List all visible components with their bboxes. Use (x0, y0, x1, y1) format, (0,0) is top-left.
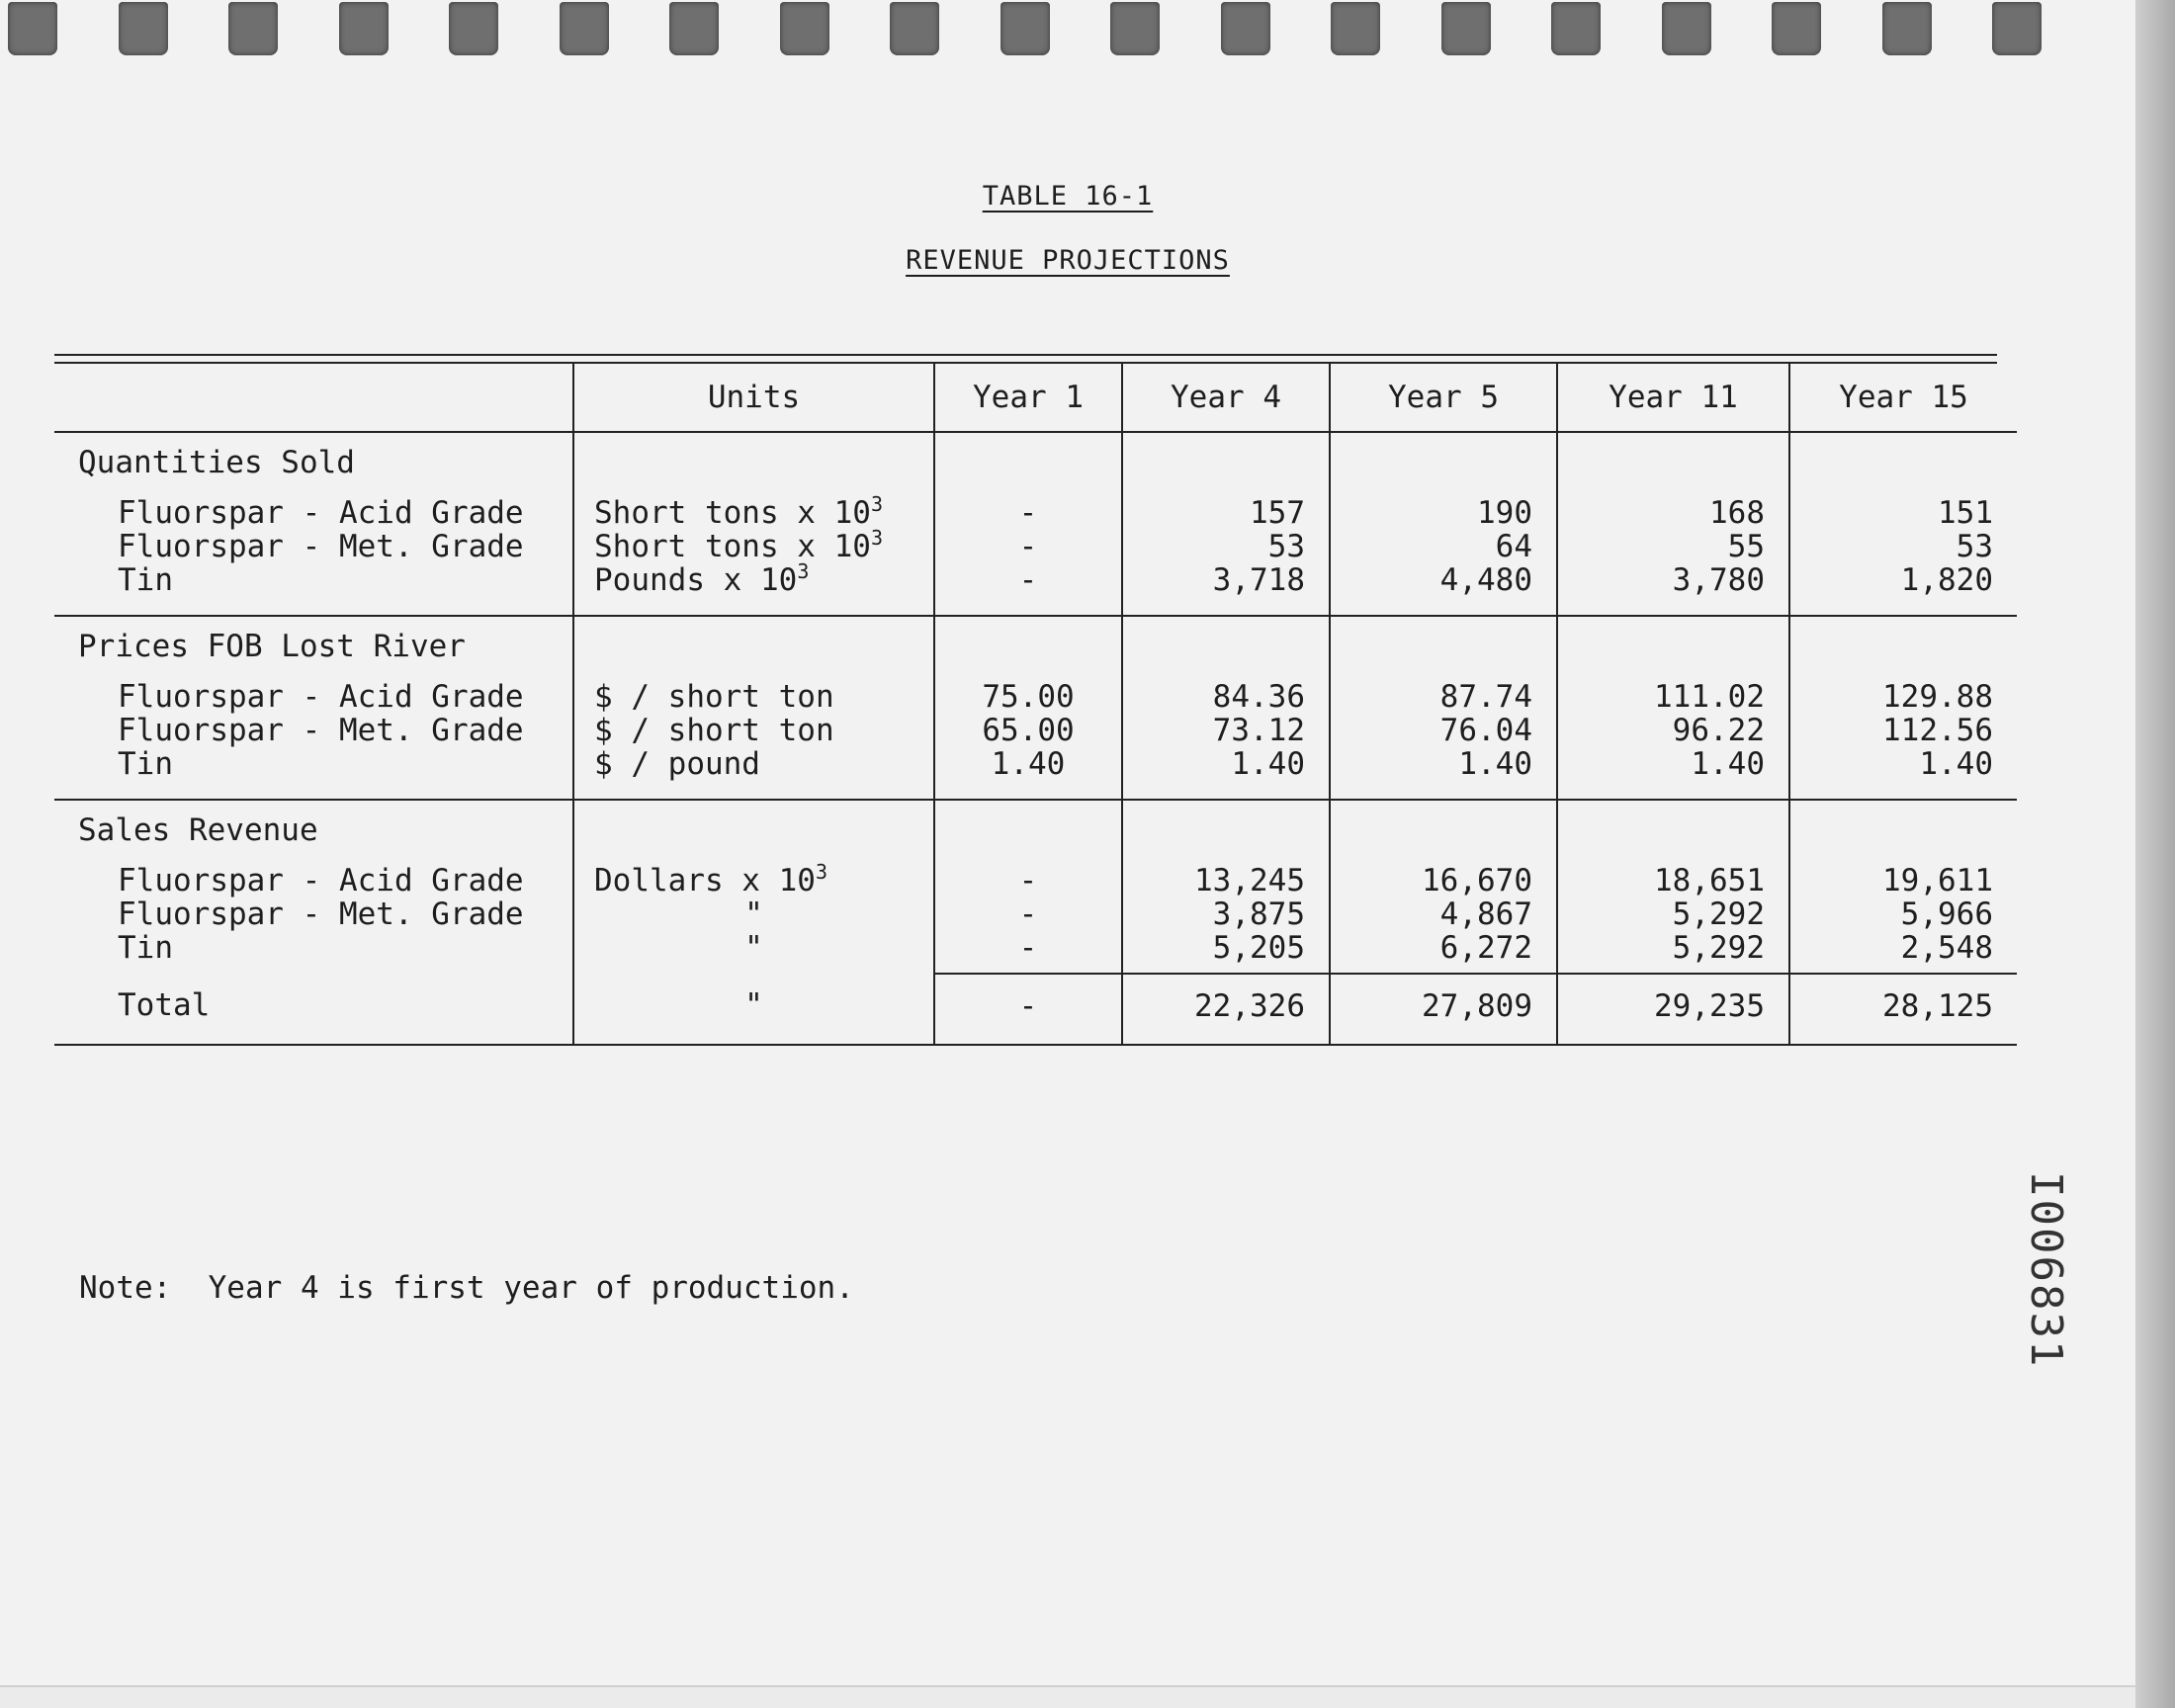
row-unit (574, 931, 933, 965)
row-unit-exponent: 3 (797, 559, 810, 583)
row-value: 13,245 (1194, 863, 1305, 898)
row-value: 5,292 (1672, 930, 1765, 966)
header-year-1: Year 1 (934, 364, 1122, 432)
binding-hole (339, 2, 389, 55)
row-value: 55 (1727, 529, 1765, 564)
row-unit-exponent: 3 (815, 860, 828, 884)
row-value: - (1018, 495, 1038, 531)
row-value: 3,718 (1212, 562, 1305, 598)
section-value-cell (1122, 616, 1330, 800)
binding-hole (1882, 2, 1932, 55)
header-row (54, 364, 2017, 432)
section-value-cell (1789, 800, 2017, 974)
row-unit (574, 492, 933, 531)
total-value: 22,326 (1194, 988, 1305, 1024)
row-value: 1.40 (1919, 746, 1993, 782)
binding-hole (1221, 2, 1270, 55)
binding-hole (119, 2, 168, 55)
row-value: - (1018, 529, 1038, 564)
binding-hole (449, 2, 498, 55)
binding-hole (1772, 2, 1821, 55)
row-value: 5,966 (1900, 897, 1993, 932)
binding-hole (890, 2, 939, 55)
row-label: Fluorspar - Acid Grade (118, 495, 524, 531)
total-year-11 (1557, 974, 1789, 1045)
header-year-4: Year 4 (1122, 364, 1330, 432)
total-label: Total (118, 987, 211, 1023)
section-title: Quantities Sold (78, 445, 355, 480)
binding-hole (1331, 2, 1380, 55)
binding-hole (669, 2, 719, 55)
row-unit-text: $ / short ton (594, 713, 834, 748)
spiral-binding (0, 0, 2135, 69)
section-units-cell (573, 800, 934, 974)
row-value: 5,292 (1672, 897, 1765, 932)
section-units-cell (573, 432, 934, 616)
row-value: 16,670 (1422, 863, 1532, 898)
row-value: 112.56 (1882, 713, 1993, 748)
row-value: 73.12 (1212, 713, 1305, 748)
section-value-cell (1789, 616, 2017, 800)
section-title: Sales Revenue (78, 812, 318, 848)
total-value: - (1018, 988, 1038, 1024)
total-year-5 (1330, 974, 1557, 1045)
footnote: Note: Year 4 is first year of production. (79, 1270, 854, 1306)
header-year-15: Year 15 (1789, 364, 2017, 432)
total-value: 27,809 (1422, 988, 1532, 1024)
section-value-cell (1557, 800, 1789, 974)
binding-hole (8, 2, 57, 55)
row-value: 1,820 (1900, 562, 1993, 598)
row-value: 3,875 (1212, 897, 1305, 932)
row-value: 53 (1267, 529, 1305, 564)
row-unit (574, 747, 933, 781)
total-row (54, 974, 2017, 1045)
section-units-cell (573, 616, 934, 800)
row-value: 75.00 (982, 679, 1075, 715)
header-blank (54, 364, 573, 432)
section-value-cell (934, 800, 1122, 974)
row-value: - (1018, 897, 1038, 932)
binding-hole (1110, 2, 1160, 55)
binding-hole (1000, 2, 1050, 55)
row-unit-exponent: 3 (870, 492, 884, 516)
row-value: 2,548 (1900, 930, 1993, 966)
row-value: 64 (1495, 529, 1532, 564)
row-label: Fluorspar - Met. Grade (118, 897, 524, 932)
row-label: Fluorspar - Met. Grade (118, 713, 524, 748)
row-value: 65.00 (982, 713, 1075, 748)
row-label: Fluorspar - Acid Grade (118, 863, 524, 898)
row-value: 4,480 (1439, 562, 1532, 598)
total-year-4 (1122, 974, 1330, 1045)
row-value: 53 (1956, 529, 1993, 564)
row-label: Tin (118, 930, 173, 966)
table-section (54, 432, 2017, 616)
row-value: 168 (1709, 495, 1765, 531)
table-number-text: TABLE 16-1 (982, 181, 1154, 212)
row-value: 1.40 (1691, 746, 1765, 782)
row-unit-text: $ / pound (594, 746, 760, 782)
total-value: 29,235 (1654, 988, 1765, 1024)
binding-hole (1992, 2, 2042, 55)
table-section (54, 616, 2017, 800)
total-unit: " (744, 987, 763, 1023)
row-unit (574, 897, 933, 931)
row-value: 5,205 (1212, 930, 1305, 966)
row-value: 1.40 (1458, 746, 1532, 782)
section-label-cell (54, 616, 573, 800)
header-year-11: Year 11 (1557, 364, 1789, 432)
total-label-cell (54, 974, 573, 1045)
row-value: - (1018, 863, 1038, 898)
section-value-cell (934, 616, 1122, 800)
section-value-cell (1789, 432, 2017, 616)
binding-hole (560, 2, 609, 55)
row-value: 87.74 (1439, 679, 1532, 715)
section-value-cell (934, 432, 1122, 616)
section-value-cell (1330, 616, 1557, 800)
row-unit-text: $ / short ton (594, 679, 834, 715)
row-unit-text: Short tons x 10 (594, 529, 871, 564)
row-value: 76.04 (1439, 713, 1532, 748)
row-value: 1.40 (991, 746, 1066, 782)
row-unit-text: Short tons x 10 (594, 495, 871, 531)
page-stamp: I006831 (2021, 1171, 2071, 1369)
row-label: Fluorspar - Acid Grade (118, 679, 524, 715)
row-unit-text: Pounds x 10 (594, 562, 798, 598)
header-units: Units (573, 364, 934, 432)
page-edge-shadow (2135, 0, 2175, 1708)
row-unit-exponent: 3 (870, 526, 884, 550)
row-unit-text: " (744, 897, 763, 932)
table-section (54, 800, 2017, 974)
section-value-cell (1557, 616, 1789, 800)
row-value: 96.22 (1672, 713, 1765, 748)
section-value-cell (1122, 800, 1330, 974)
section-label-cell (54, 800, 573, 974)
table-number (0, 181, 2135, 212)
total-year-15 (1789, 974, 2017, 1045)
row-unit (574, 526, 933, 564)
row-value: 151 (1938, 495, 1993, 531)
section-value-cell (1330, 432, 1557, 616)
row-label: Tin (118, 562, 173, 598)
section-value-cell (1330, 800, 1557, 974)
table-title (0, 245, 2135, 276)
section-value-cell (1122, 432, 1330, 616)
section-label-cell (54, 432, 573, 616)
header-year-5: Year 5 (1330, 364, 1557, 432)
revenue-projections-table (54, 364, 2017, 1046)
total-unit-cell (573, 974, 934, 1045)
row-value: 6,272 (1439, 930, 1532, 966)
row-unit (574, 559, 933, 598)
row-value: 111.02 (1654, 679, 1765, 715)
row-value: 129.88 (1882, 679, 1993, 715)
table-top-rule (54, 354, 1997, 356)
row-value: 1.40 (1231, 746, 1305, 782)
row-unit (574, 680, 933, 714)
row-unit (574, 860, 933, 898)
binding-hole (1551, 2, 1601, 55)
row-value: 19,611 (1882, 863, 1993, 898)
section-title: Prices FOB Lost River (78, 629, 466, 664)
binding-hole (228, 2, 278, 55)
row-value: 157 (1250, 495, 1305, 531)
binding-hole (780, 2, 829, 55)
total-year-1 (934, 974, 1122, 1045)
row-unit-text: " (744, 930, 763, 966)
table-title-text: REVENUE PROJECTIONS (906, 245, 1230, 276)
row-value: 18,651 (1654, 863, 1765, 898)
row-unit-text: Dollars x 10 (594, 863, 816, 898)
section-value-cell (1557, 432, 1789, 616)
total-value: 28,125 (1882, 988, 1993, 1024)
binding-hole (1441, 2, 1491, 55)
row-value: - (1018, 930, 1038, 966)
row-value: 4,867 (1439, 897, 1532, 932)
row-unit (574, 714, 933, 747)
row-value: 190 (1477, 495, 1532, 531)
binding-hole (1662, 2, 1711, 55)
row-value: 3,780 (1672, 562, 1765, 598)
row-value: 84.36 (1212, 679, 1305, 715)
row-label: Fluorspar - Met. Grade (118, 529, 524, 564)
row-label: Tin (118, 746, 173, 782)
row-value: - (1018, 562, 1038, 598)
